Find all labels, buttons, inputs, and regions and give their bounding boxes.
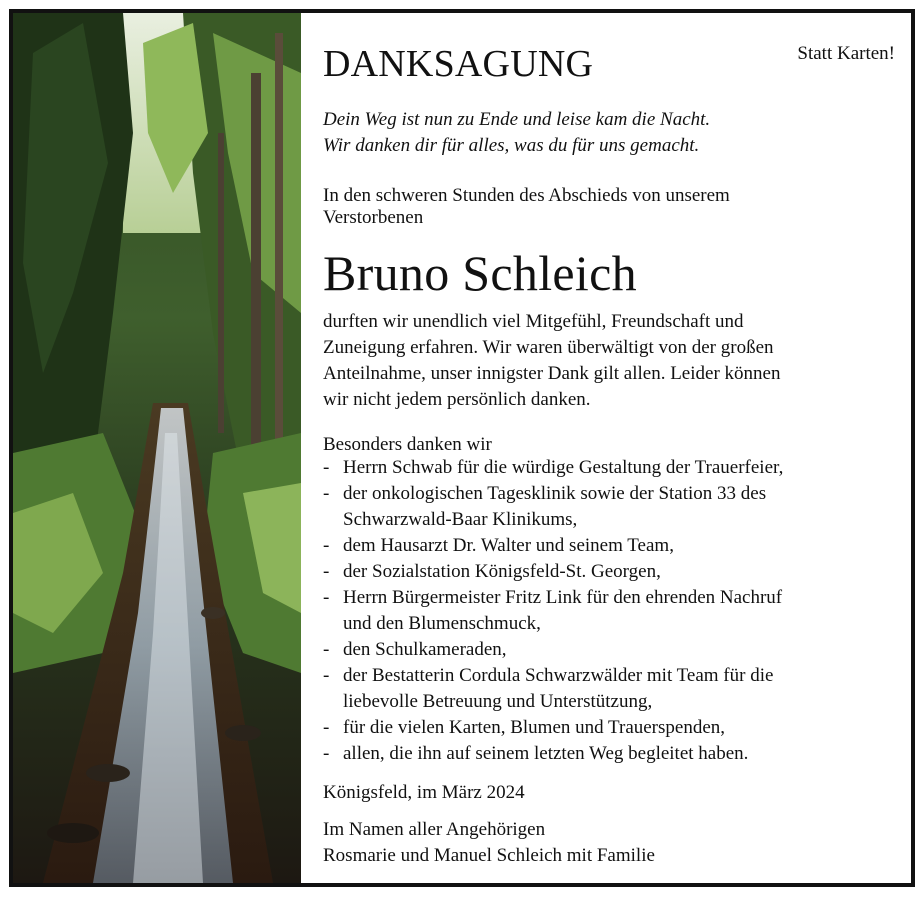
list-dash: - [323, 457, 330, 478]
list-dash: - [323, 535, 330, 556]
list-dash: - [323, 587, 330, 608]
list-dash: - [323, 717, 330, 738]
obituary-frame [9, 9, 915, 887]
thanks-line: der onkologischen Tagesklinik sowie der Station 33 des [343, 483, 767, 504]
thanks-intro: Besonders danken wir [323, 434, 492, 455]
thanks-line: der Sozialstation Königsfeld-St. Georgen, [343, 561, 661, 582]
thanks-item [323, 637, 883, 663]
forest-stream-photo [13, 13, 301, 883]
thanks-item [323, 455, 883, 481]
thanks-line: und den Blumenschmuck, [343, 613, 541, 634]
paragraph-line: wir nicht jedem persönlich danken. [323, 389, 591, 410]
thanks-line: allen, die ihn auf seinem letzten Weg begleitet haben. [343, 743, 749, 764]
thanks-item [323, 481, 883, 533]
notice-title: DANKSAGUNG [323, 43, 594, 85]
signature-block [323, 817, 655, 869]
poem-line: Dein Weg ist nun zu Ende und leise kam die Nacht. [323, 109, 711, 130]
thanks-item [323, 715, 883, 741]
forest-stream-illustration [13, 13, 301, 883]
thanks-line: Herrn Schwab für die würdige Gestaltung der Trauerfeier, [343, 457, 784, 478]
list-dash: - [323, 639, 330, 660]
statt-karten-note: Statt Karten! [797, 43, 895, 64]
paragraph-line: Anteilnahme, unser innigster Dank gilt allen. Leider können [323, 363, 781, 384]
intro-line: In den schweren Stunden des Abschieds von unserem [323, 185, 730, 206]
list-dash: - [323, 665, 330, 686]
signature-line: Rosmarie und Manuel Schleich mit Familie [323, 845, 655, 866]
intro-line: Verstorbenen [323, 207, 424, 228]
thanks-line: den Schulkameraden, [343, 639, 507, 660]
thanks-item [323, 741, 883, 767]
notice-content [323, 13, 895, 883]
paragraph-line: durften wir unendlich viel Mitgefühl, Freundschaft und [323, 311, 744, 332]
intro-text [323, 185, 843, 229]
thanks-item [323, 533, 883, 559]
thanks-line: liebevolle Betreuung und Unterstützung, [343, 691, 653, 712]
thanks-line: für die vielen Karten, Blumen und Trauerspenden, [343, 717, 726, 738]
gratitude-paragraph [323, 309, 863, 413]
thanks-line: der Bestatterin Cordula Schwarzwälder mit Team für die [343, 665, 774, 686]
thanks-line: dem Hausarzt Dr. Walter und seinem Team, [343, 535, 674, 556]
thanks-item [323, 663, 883, 715]
thanks-line: Schwarzwald-Baar Klinikums, [343, 509, 578, 530]
poem [323, 107, 710, 159]
list-dash: - [323, 561, 330, 582]
signature-line: Im Namen aller Angehörigen [323, 819, 546, 840]
thanks-list [323, 455, 883, 767]
place-and-date: Königsfeld, im März 2024 [323, 782, 525, 803]
deceased-name: Bruno Schleich [323, 245, 637, 301]
list-dash: - [323, 743, 330, 764]
thanks-item [323, 585, 883, 637]
poem-line: Wir danken dir für alles, was du für uns gemacht. [323, 135, 700, 156]
thanks-line: Herrn Bürgermeister Fritz Link für den ehrenden Nachruf [343, 587, 783, 608]
list-dash: - [323, 483, 330, 504]
thanks-item [323, 559, 883, 585]
paragraph-line: Zuneigung erfahren. Wir waren überwältigt von der großen [323, 337, 774, 358]
